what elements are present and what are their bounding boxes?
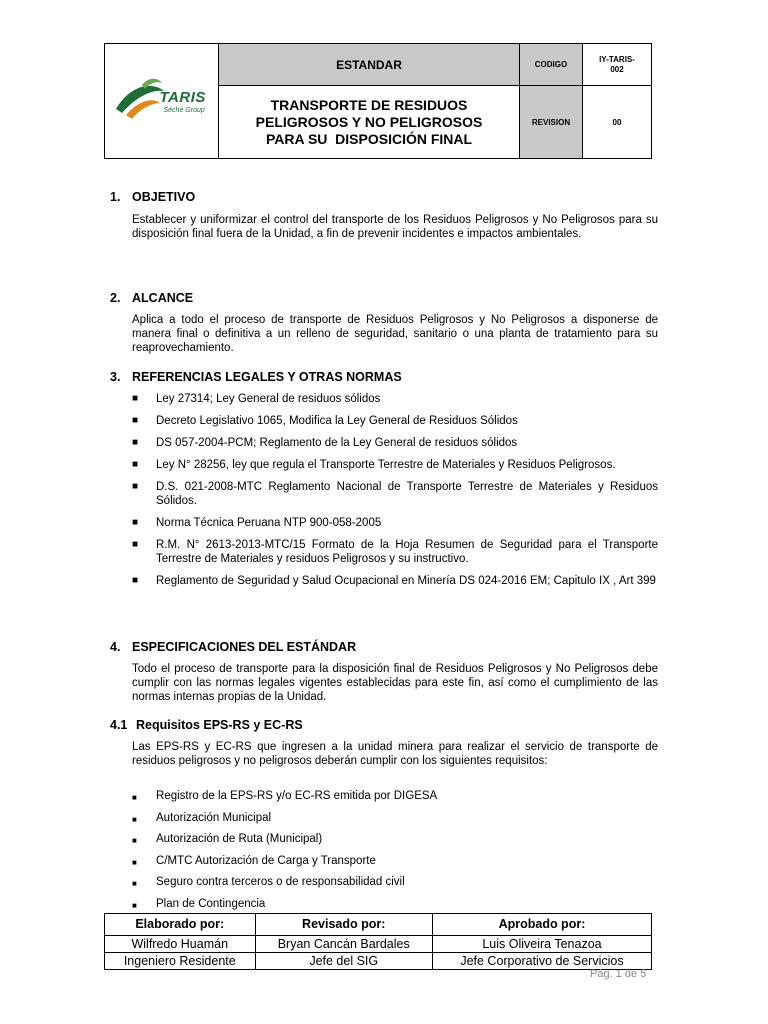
- document-header: [104, 43, 652, 159]
- table-row: [105, 936, 652, 953]
- table-header-cell: Elaborado por:: [105, 914, 256, 936]
- company-logo: [112, 71, 212, 131]
- list-item-text: Reglamento de Seguridad y Salud Ocupacional en Minería DS 024-2016 EM; Capitulo IX , Art 399: [156, 575, 656, 587]
- list-item-text: D.S. 021-2008-MTC Reglamento Nacional de Transporte Terrestre de Materiales y Residuos Sólidos.: [156, 481, 658, 507]
- list-item: [132, 392, 658, 406]
- list-item-text: Decreto Legislativo 1065, Modifica la Ley General de Residuos Sólidos: [156, 415, 518, 427]
- section-number: 1.: [110, 190, 121, 204]
- section-title: Requisitos EPS-RS y EC-RS: [136, 718, 303, 732]
- list-item: [132, 436, 658, 450]
- table-header-cell: Aprobado por:: [432, 914, 651, 936]
- table-cell: Bryan Cancán Bardales: [255, 936, 432, 953]
- list-item-text: R.M. N° 2613-2013-MTC/15 Formato de la Hoja Resumen de Seguridad para el Transporte Terrestre de Materiales y residuos Peligrosos y su instructivo.: [156, 539, 658, 565]
- legal-references-list: [132, 392, 658, 596]
- section-heading: [110, 190, 195, 204]
- list-item: [132, 875, 658, 889]
- list-item: [132, 458, 658, 472]
- revision-value: 00: [612, 117, 622, 127]
- bullet-icon: ■: [132, 415, 139, 426]
- section-paragraph: Aplica a todo el proceso de transporte de Residuos Peligrosos y No Peligrosos a disponerse de manera final o definitiva a un relleno de seguridad, sanitario o una planta de tratamiento para su reaprovechamiento.: [132, 314, 658, 354]
- bullet-icon: ■: [132, 900, 137, 910]
- list-item-text: Plan de Contingencia: [156, 897, 266, 910]
- table-cell: Wilfredo Huamán: [105, 936, 256, 953]
- table-cell: Jefe Corporativo de Servicios: [432, 953, 651, 970]
- list-item-text: Ley 27314; Ley General de residuos sólidos: [156, 393, 381, 405]
- revision-label: REVISION: [520, 86, 583, 158]
- bullet-icon: ■: [132, 793, 137, 802]
- list-item: [132, 811, 658, 825]
- section-title: ESPECIFICACIONES DEL ESTÁNDAR: [132, 640, 357, 654]
- section-number: 2.: [110, 291, 121, 305]
- section-title: ALCANCE: [132, 291, 194, 305]
- bullet-icon: ■: [132, 836, 137, 845]
- bullet-icon: ■: [132, 857, 137, 867]
- subsection-heading: [110, 718, 303, 732]
- list-item-text: Ley N° 28256, ley que regula el Transporte Terrestre de Materiales y Residuos Peligrosos.: [156, 459, 616, 471]
- title-line: TRANSPORTE DE RESIDUOS: [270, 96, 468, 113]
- section-title: REFERENCIAS LEGALES Y OTRAS NORMAS: [132, 370, 402, 384]
- section-paragraph: Todo el proceso de transporte para la disposición final de Residuos Peligrosos y No Peligrosos debe cumplir con las normas legales vigentes establecidas para este fin, así como el cumplimiento de las normas internas propias de la Unidad.: [132, 663, 658, 703]
- bullet-icon: ■: [132, 517, 139, 528]
- section-heading: [110, 291, 193, 305]
- bullet-icon: ■: [132, 459, 139, 470]
- approval-table: [104, 913, 652, 970]
- section-heading: [110, 640, 356, 654]
- section-heading: [110, 370, 402, 384]
- company-name: TARIS: [159, 89, 206, 106]
- list-item: [132, 832, 658, 846]
- list-item: [132, 854, 658, 868]
- list-item: [132, 574, 658, 588]
- title-line: PELIGROSOS Y NO PELIGROSOS: [255, 113, 483, 130]
- table-row: [105, 953, 652, 970]
- list-item-text: Registro de la EPS-RS y/o EC-RS emitida por DIGESA: [156, 790, 438, 802]
- bullet-icon: ■: [132, 814, 137, 824]
- company-subtitle: Séché Group: [163, 107, 205, 114]
- bullet-icon: ■: [132, 879, 137, 888]
- list-item: [132, 516, 658, 530]
- document-title: [219, 86, 520, 158]
- code-value-text: IY-TARIS- 002: [599, 54, 635, 74]
- section-paragraph: Las EPS-RS y EC-RS que ingresen a la unidad minera para realizar el servicio de transporte de residuos peligrosos y no peligrosos deberán cumplir con los siguientes requisitos:: [132, 741, 658, 767]
- code-value: [583, 44, 651, 86]
- section-number: 3.: [110, 370, 121, 384]
- table-cell: Luis Oliveira Tenazoa: [432, 936, 651, 953]
- list-item-text: Norma Técnica Peruana NTP 900-058-2005: [156, 517, 382, 529]
- bullet-icon: ■: [132, 393, 139, 404]
- standard-label: ESTANDAR: [219, 44, 520, 86]
- list-item-text: Autorización de Ruta (Municipal): [156, 833, 323, 845]
- logo-cell: [105, 44, 219, 158]
- code-label: CODIGO: [520, 44, 583, 86]
- bullet-icon: ■: [132, 539, 139, 550]
- list-item-text: C/MTC Autorización de Carga y Transporte: [156, 854, 376, 867]
- list-item: [132, 538, 658, 566]
- table-cell: Jefe del SIG: [255, 953, 432, 970]
- bullet-icon: ■: [132, 481, 139, 492]
- bullet-icon: ■: [132, 437, 139, 448]
- table-header-cell: Revisado por:: [255, 914, 432, 936]
- section-number: 4.: [110, 640, 121, 654]
- list-item-text: DS 057-2004-PCM; Reglamento de la Ley General de residuos sólidos: [156, 437, 518, 449]
- list-item-text: Seguro contra terceros o de responsabilidad civil: [156, 876, 405, 888]
- list-item: [132, 789, 658, 803]
- section-title: OBJETIVO: [132, 190, 196, 204]
- section-paragraph: Establecer y uniformizar el control del transporte de los Residuos Peligrosos y No Peligrosos para su disposición final fuera de la Unidad, a fin de prevenir incidentes e impactos ambientales.: [132, 214, 658, 240]
- list-item: [132, 480, 658, 508]
- list-item: [132, 897, 658, 911]
- table-row: [105, 914, 652, 936]
- bullet-icon: ■: [132, 575, 139, 586]
- title-line: PARA SU DISPOSICIÓN FINAL: [265, 130, 473, 147]
- list-item: [132, 414, 658, 428]
- list-item-text: Autorización Municipal: [156, 811, 272, 824]
- table-cell: Ingeniero Residente: [105, 953, 256, 970]
- page-number: Pág. 1 de 5: [590, 968, 647, 980]
- section-number: 4.1: [110, 718, 128, 732]
- requirements-list: [132, 789, 658, 918]
